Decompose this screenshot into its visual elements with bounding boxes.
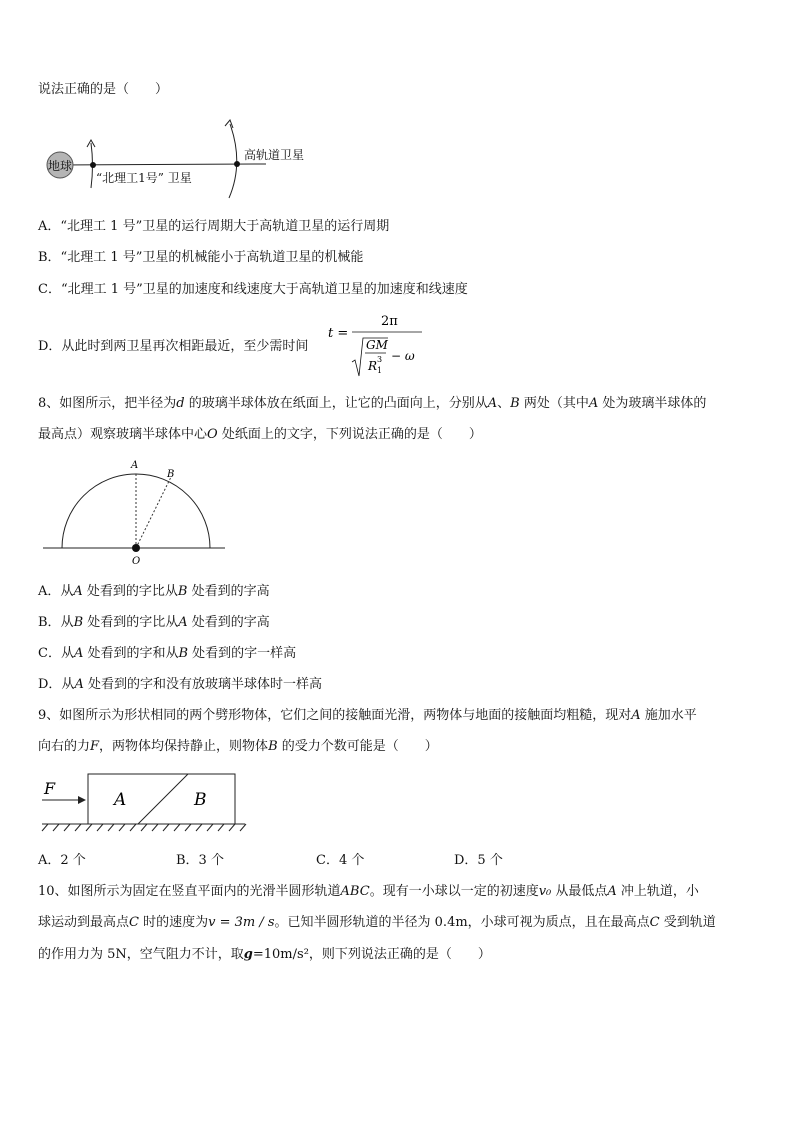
q8-option-d: D．从A 处看到的字和没有放玻璃半球体时一样高 — [38, 677, 322, 692]
q9-stem-line2: 向右的力F，两物体均保持静止，则物体B 的受力个数可能是（ ） — [38, 739, 438, 754]
formula-minus-omega: − ω — [391, 349, 415, 363]
q9-option-b: B．3 个 — [176, 853, 224, 868]
q7-stem-tail: 说法正确的是（ ） — [38, 82, 169, 97]
ground-hatching — [42, 824, 246, 831]
high-orbit-arrow — [225, 120, 233, 128]
high-satellite-dot — [234, 161, 240, 167]
formula-r-sup: 3 — [377, 355, 383, 364]
q8-option-c: C．从A 处看到的字和从B 处看到的字一样高 — [38, 646, 297, 661]
q10-stem-line1: 10、如图所示为固定在竖直平面内的光滑半圆形轨道ABC。现有一小球以一定的初速度v₀ 从最低点A 冲上轨道，小 — [38, 884, 699, 899]
high-orbit-label: 高轨道卫星 — [244, 148, 305, 162]
q7-orbit-figure — [40, 116, 340, 206]
formula-r: R — [368, 359, 378, 373]
formula-numerator: 2π — [381, 314, 398, 329]
q9-option-c: C．4 个 — [316, 853, 365, 868]
q7-option-c: C．“北理工 1 号”卫星的加速度和线速度大于高轨道卫星的加速度和线速度 — [38, 282, 468, 297]
block-b-label: B — [194, 790, 207, 810]
q7-option-d: D．从此时到两卫星再次相距最近，至少需时间 — [38, 339, 309, 354]
q10-stem-line2: 球运动到最高点C 时的速度为v = 3m / s。已知半圆形轨道的半径为 0.4m，小球可视为质点，且在最高点C 受到轨道 — [38, 915, 716, 930]
line-ob — [136, 477, 171, 548]
q9-wedge-figure — [40, 768, 270, 838]
satellite-label: “北理工1号” 卫星 — [96, 171, 192, 185]
q7-formula — [328, 312, 428, 380]
wedge-diagonal — [138, 774, 188, 824]
label-b: B — [167, 469, 175, 480]
q9-option-a: A．2 个 — [38, 853, 86, 868]
q8-hemisphere-figure — [40, 452, 260, 570]
q8-stem-line2: 最高点）观察玻璃半球体中心O 处纸面上的文字，下列说法正确的是（ ） — [38, 427, 482, 442]
q9-options — [38, 852, 503, 870]
q7-option-a: A．“北理工 1 号”卫星的运行周期大于高轨道卫星的运行周期 — [38, 219, 390, 234]
force-arrow-head — [78, 796, 86, 804]
label-a: A — [131, 460, 139, 471]
q9-stem-line1: 9、如图所示为形状相同的两个劈形物体，它们之间的接触面光滑，两物体与地面的接触面均粗糙，现对A 施加水平 — [38, 708, 697, 723]
q10-stem-line3: 的作用力为 5N，空气阻力不计，取g=10m/s²，则下列说法正确的是（ ） — [38, 947, 491, 962]
low-satellite-dot — [90, 162, 96, 168]
q9-option-d: D．5 个 — [454, 853, 503, 868]
formula-lhs: t = — [328, 326, 349, 341]
block-outline — [88, 774, 235, 824]
q8-option-a: A．从A 处看到的字比从B 处看到的字高 — [38, 584, 270, 599]
q8-option-b: B．从B 处看到的字比从A 处看到的字高 — [38, 615, 270, 630]
earth-label: 地球 — [47, 159, 73, 173]
formula-gm: GM — [366, 338, 388, 352]
q8-stem-line1: 8、如图所示，把半径为d 的玻璃半球体放在纸面上，让它的凸面向上，分别从A、B 两处（其中A 处为玻璃半球体的 — [38, 396, 707, 411]
q7-option-b: B．“北理工 1 号”卫星的机械能小于高轨道卫星的机械能 — [38, 250, 364, 265]
high-orbit-arc — [229, 124, 237, 198]
center-o-dot — [132, 544, 140, 552]
label-o: O — [132, 556, 141, 567]
block-a-label: A — [114, 790, 127, 810]
force-label: F — [44, 779, 56, 798]
formula-r-sub: 1 — [377, 366, 383, 375]
